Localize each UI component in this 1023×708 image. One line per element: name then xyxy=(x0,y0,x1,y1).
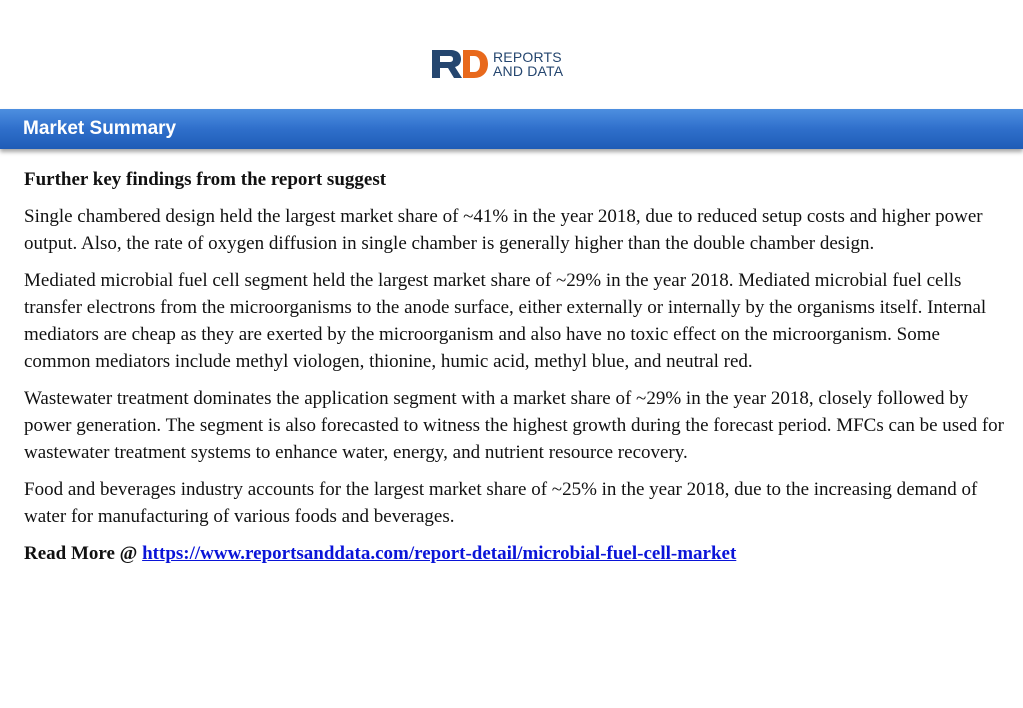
rd-logo-icon xyxy=(432,48,488,80)
logo-line-reports: REPORTS xyxy=(493,49,562,65)
market-summary-content xyxy=(24,166,1004,577)
finding-paragraph-mediated: Mediated microbial fuel cell segment held the largest market share of ~29% in the year 2018. Mediated microbial fuel cells transfer electrons from the microorganisms to the anode surface, either externally or internally by the organisms itself. Internal mediators are cheap as they are exerted by the microorganism and also have no toxic effect on the microorganism. Some common mediators include methyl viologen, thionine, humic acid, methyl blue, and neutral red. xyxy=(24,270,987,372)
finding-paragraph-design: Single chambered design held the largest market share of ~41% in the year 2018, due to reduced setup costs and higher power output. Also, the rate of oxygen diffusion in single chamber is generally higher than the double chamber design. xyxy=(24,206,983,254)
read-more-link[interactable]: https://www.reportsanddata.com/report-detail/microbial-fuel-cell-market xyxy=(142,543,737,564)
finding-paragraph-food: Food and beverages industry accounts for the largest market share of ~25% in the year 2018, due to the increasing demand of water for manufacturing of various foods and beverages. xyxy=(24,479,978,527)
banner-title: Market Summary xyxy=(23,118,177,139)
findings-heading: Further key findings from the report suggest xyxy=(24,169,387,190)
finding-paragraph-wastewater: Wastewater treatment dominates the application segment with a market share of ~29% in the year 2018, closely followed by power generation. The segment is also forecasted to witness the highest growth during the forecast period. MFCs can be used for wastewater treatment systems to enhance water, energy, and nutrient resource recovery. xyxy=(24,388,1005,463)
logo-wordmark xyxy=(493,50,563,78)
read-more-line xyxy=(24,540,1004,567)
read-more-label: Read More @ xyxy=(24,543,143,564)
section-banner xyxy=(0,109,1023,149)
logo-line-and-data: AND DATA xyxy=(493,63,564,79)
reports-and-data-logo xyxy=(432,48,563,80)
